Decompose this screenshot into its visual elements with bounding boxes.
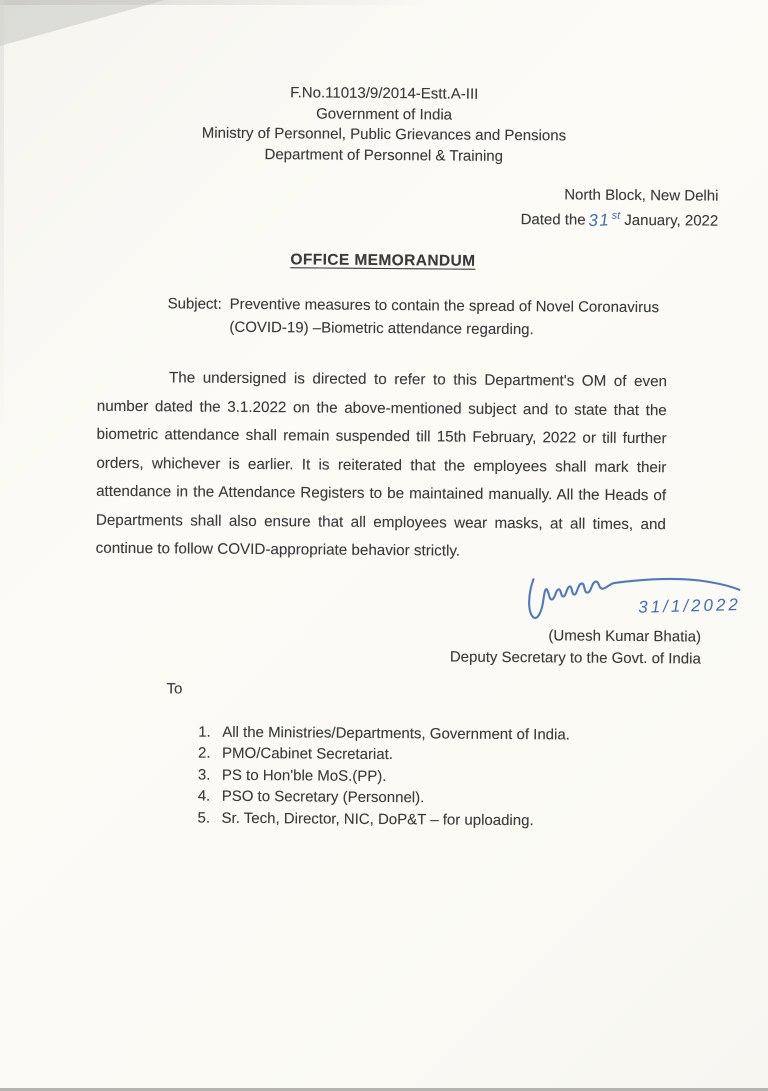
memo-title-text: OFFICE MEMORANDUM bbox=[290, 251, 476, 270]
subject-label: Subject: bbox=[167, 295, 222, 313]
list-item-number: 1. bbox=[198, 723, 211, 741]
memo-title bbox=[98, 250, 668, 272]
list-item-text: PSO to Secretary (Personnel). bbox=[221, 787, 425, 807]
signature-block bbox=[95, 569, 742, 676]
handwritten-day: 31 bbox=[588, 210, 612, 231]
to-label: To bbox=[166, 679, 183, 697]
list-item bbox=[197, 807, 699, 832]
body-paragraph: The undersigned is directed to refer to this Department's OM of even number dated the 3.1.2022 on the above-mentioned subject and to state that the biometric attendance shall remain suspended till 15th February, 2022 or till further orders, whichever is earlier. It is reiterated that the employees shall mark their attendance in the Attendance Registers to be maintained manually. All the Heads of Departments shall also ensure that all employees wear masks, at all times, and continue to follow COVID-appropriate behavior strictly. bbox=[95, 369, 668, 560]
list-item-number: 5. bbox=[197, 809, 211, 827]
list-item-number: 2. bbox=[198, 744, 211, 762]
list-item-text: Sr. Tech, Director, NIC, DoP&T – for uploading. bbox=[221, 809, 534, 829]
department-line: Department of Personnel & Training bbox=[264, 145, 504, 165]
government-line: Government of India bbox=[316, 104, 453, 124]
signature-handwritten-date: 31/1/2022 bbox=[638, 594, 742, 617]
dateline-dated bbox=[98, 202, 718, 232]
list-item-text: PMO/Cabinet Secretariat. bbox=[222, 744, 394, 764]
list-item-number: 3. bbox=[197, 766, 211, 784]
ministry-line: Ministry of Personnel, Public Grievances and Pensions bbox=[201, 124, 567, 145]
list-item-text: All the Ministries/Departments, Government of India. bbox=[222, 723, 570, 743]
list-item-number: 4. bbox=[197, 787, 211, 805]
dateline-place: North Block, New Delhi bbox=[564, 186, 719, 205]
dateline bbox=[98, 181, 718, 232]
distribution-list bbox=[197, 721, 700, 832]
signatory-name: (Umesh Kumar Bhatia) bbox=[548, 626, 702, 646]
subject-block bbox=[167, 293, 703, 342]
dated-rest: January, 2022 bbox=[624, 211, 719, 230]
subject-text: Preventive measures to contain the spread of Novel Coronavirus (COVID-19) –Biometric attendance regarding. bbox=[229, 295, 660, 338]
file-number: F.No.11013/9/2014-Estt.A-III bbox=[290, 84, 479, 103]
dated-prefix: Dated the bbox=[520, 211, 586, 229]
handwritten-ordinal: st bbox=[611, 209, 621, 222]
list-item-text: PS to Hon'ble MoS.(PP). bbox=[221, 766, 387, 785]
letterhead bbox=[99, 82, 670, 168]
signatory-designation: Deputy Secretary to the Govt. of India bbox=[449, 648, 701, 668]
